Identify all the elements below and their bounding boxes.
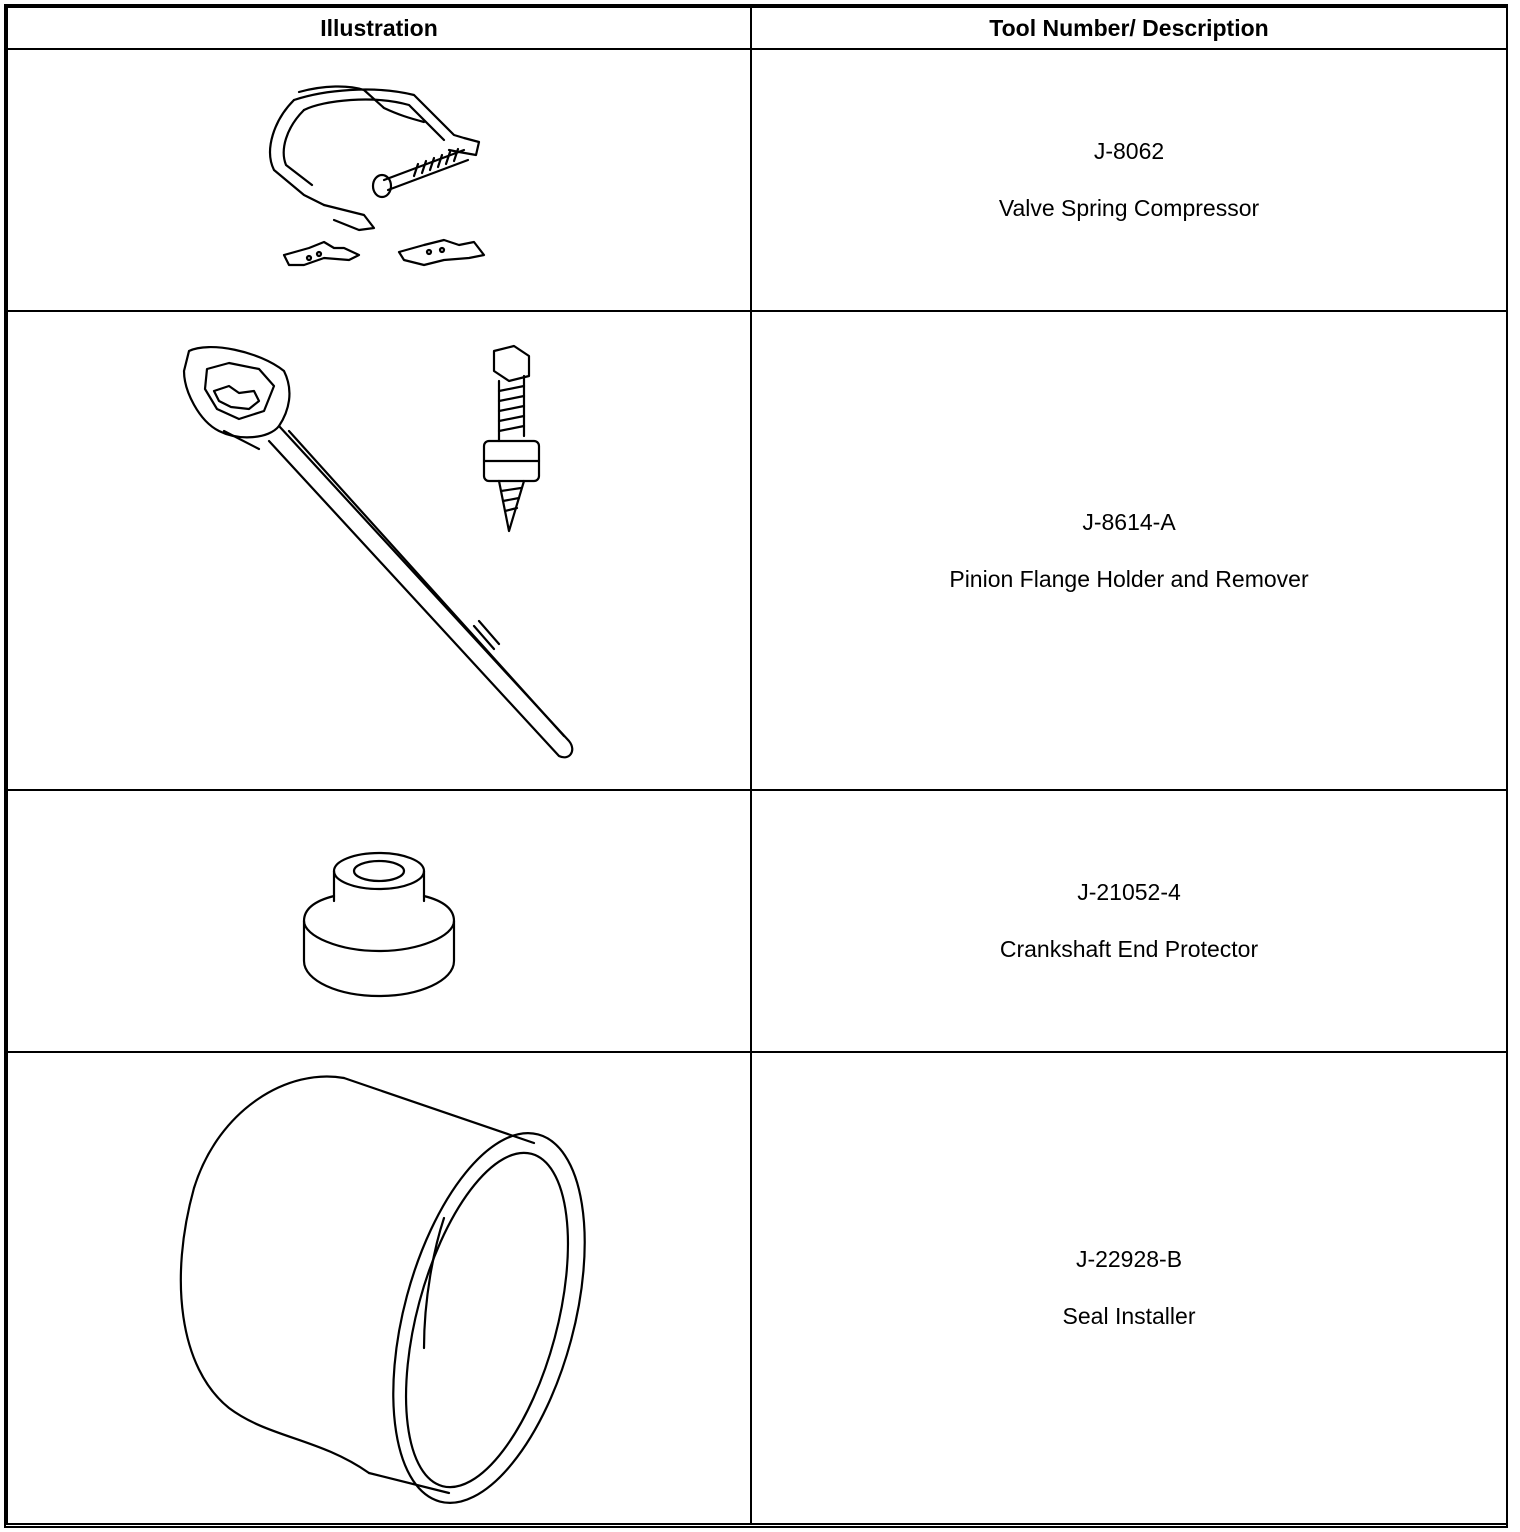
tool-description: Crankshaft End Protector (999, 936, 1259, 962)
tool-description: Valve Spring Compressor (998, 195, 1260, 221)
valve-spring-compressor-icon (264, 80, 494, 280)
illustration-cell (7, 1052, 751, 1524)
table-row (7, 1052, 1507, 1524)
header-illustration: Illustration (7, 7, 751, 49)
illustration-cell (7, 311, 751, 790)
header-row (7, 7, 1507, 49)
tool-cell (751, 49, 1507, 311)
seal-installer-icon (169, 1068, 589, 1508)
table-row (7, 790, 1507, 1052)
pinion-flange-holder-icon (169, 331, 589, 771)
tool-cell (751, 311, 1507, 790)
tool-number: J-8062 (1093, 138, 1165, 164)
tool-cell (751, 1052, 1507, 1524)
crankshaft-end-protector-icon (299, 841, 459, 1001)
illustration-cell (7, 49, 751, 311)
tool-number: J-8614-A (1082, 508, 1176, 535)
table-row (7, 311, 1507, 790)
tools-table (6, 6, 1508, 1525)
header-tool-description: Tool Number/ Description (751, 7, 1507, 49)
illustration-cell (7, 790, 751, 1052)
tool-number: J-22928-B (1075, 1246, 1183, 1272)
tool-cell (751, 790, 1507, 1052)
table-row (7, 49, 1507, 311)
tool-number: J-21052-4 (1077, 879, 1181, 905)
tool-description: Pinion Flange Holder and Remover (949, 565, 1309, 592)
tool-description: Seal Installer (1062, 1303, 1196, 1329)
